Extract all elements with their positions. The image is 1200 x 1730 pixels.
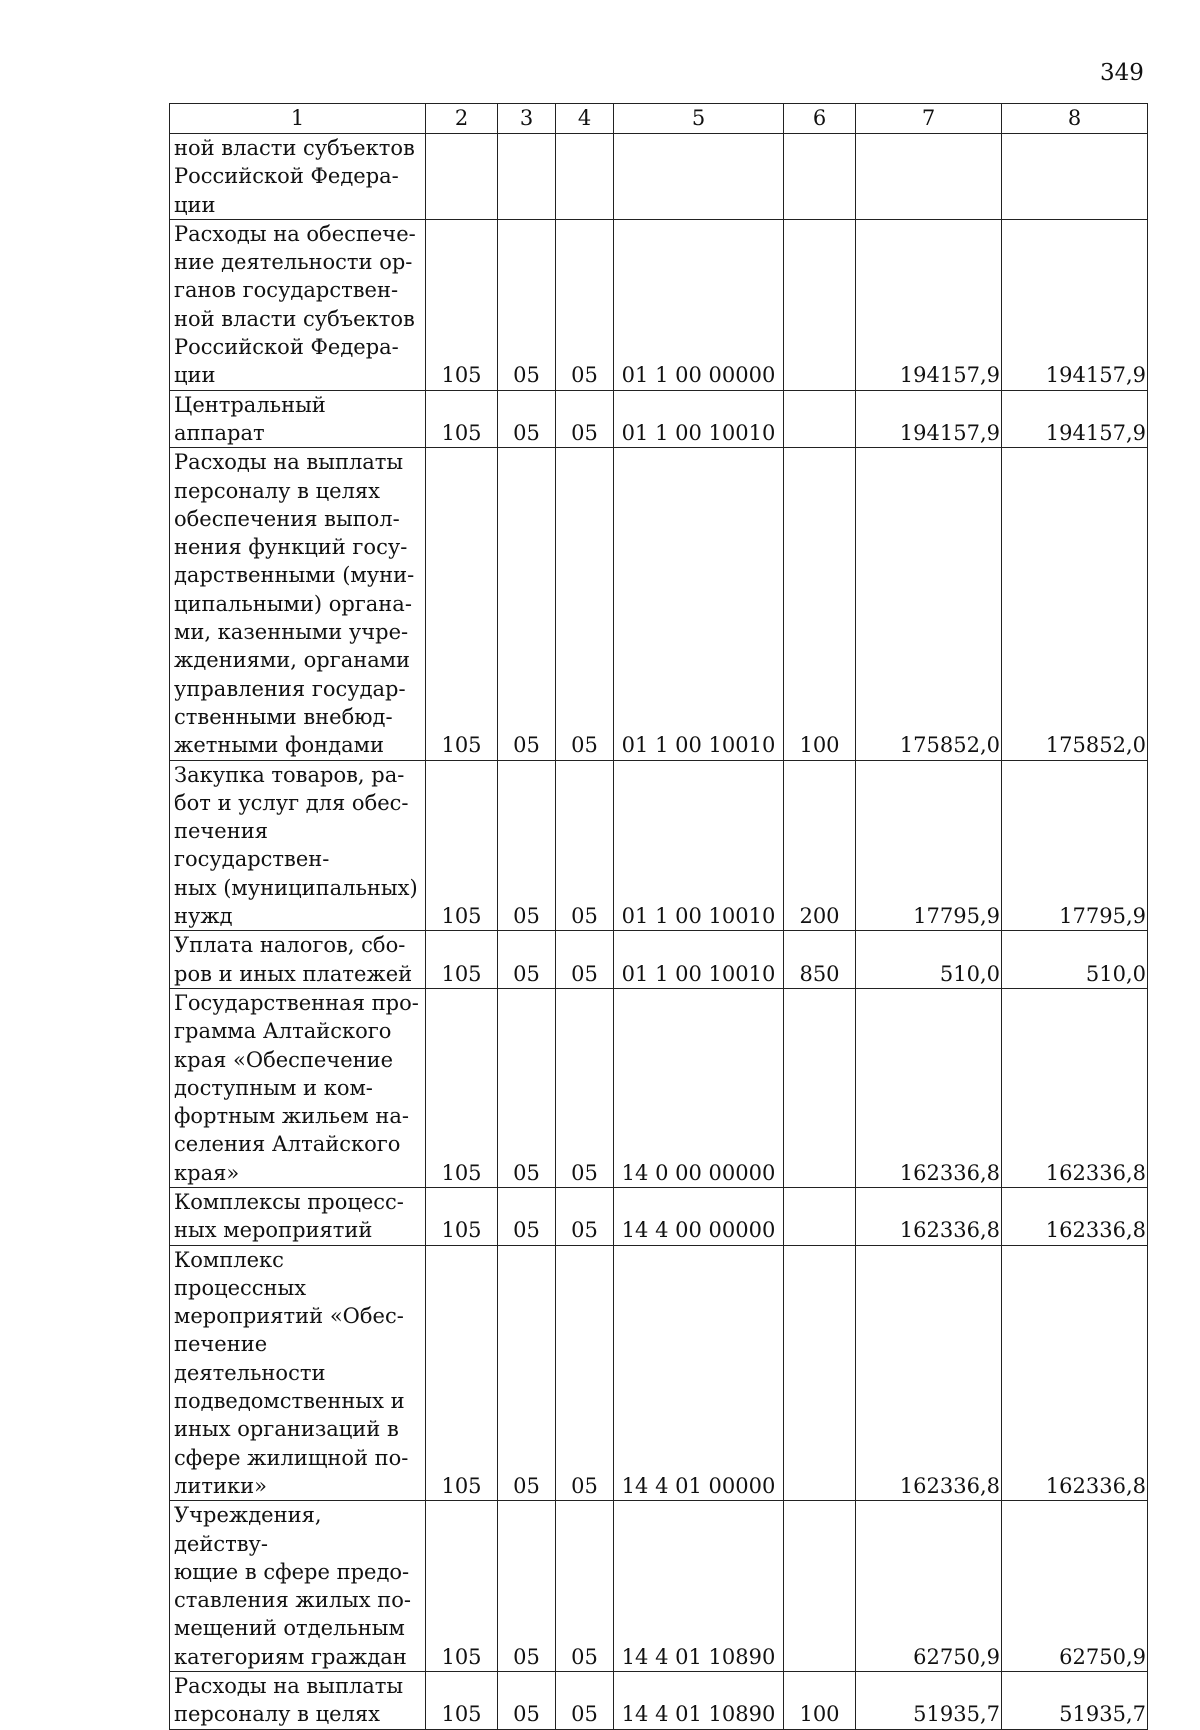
cell-amount-year-1: 194157,9 [856,219,1002,390]
table-row [170,1672,1148,1730]
item-name-line: обеспечения выпол- [174,506,400,531]
cell-section: 05 [498,760,556,931]
cell-section [498,134,556,220]
cell-section: 05 [498,1245,556,1501]
item-name-line: печение деятельности [174,1332,326,1385]
cell-ministry-code: 105 [426,931,498,989]
cell-target-item: 01 1 00 00000 [614,219,784,390]
cell-ministry-code: 105 [426,1672,498,1730]
cell-target-item: 14 0 00 00000 [614,988,784,1187]
item-name-line: печения государствен- [174,819,330,872]
header-cell: 1 [170,104,426,134]
header-cell: 7 [856,104,1002,134]
cell-amount-year-1: 510,0 [856,931,1002,989]
item-name-line: Расходы на выплаты [174,1674,404,1699]
cell-item-name [170,931,426,989]
table-row [170,219,1148,390]
cell-ministry-code: 105 [426,988,498,1187]
item-name-line: Расходы на обеспече- [174,221,416,246]
cell-amount-year-1 [856,134,1002,220]
table-row [170,988,1148,1187]
cell-amount-year-2: 62750,9 [1002,1501,1148,1672]
item-name-line: Расходы на выплаты [174,450,404,475]
cell-amount-year-2: 162336,8 [1002,1187,1148,1245]
cell-amount-year-1: 194157,9 [856,390,1002,448]
cell-expense-type: 200 [784,760,856,931]
item-name-line: Уплата налогов, сбо- [174,933,406,958]
item-name-line: доступным и ком- [174,1075,373,1100]
item-name-line: края «Обеспечение [174,1047,394,1072]
table-row [170,448,1148,760]
item-name-line: ции [174,363,216,388]
item-name-line: ждениями, органами [174,648,411,673]
cell-item-name [170,1245,426,1501]
table-row [170,931,1148,989]
cell-subsection [556,134,614,220]
cell-amount-year-1: 175852,0 [856,448,1002,760]
cell-expense-type [784,1245,856,1501]
cell-subsection: 05 [556,931,614,989]
cell-amount-year-2: 194157,9 [1002,390,1148,448]
cell-target-item: 01 1 00 10010 [614,760,784,931]
cell-subsection: 05 [556,1245,614,1501]
cell-amount-year-1: 62750,9 [856,1501,1002,1672]
cell-amount-year-2 [1002,134,1148,220]
cell-target-item: 14 4 01 10890 [614,1672,784,1730]
cell-subsection: 05 [556,760,614,931]
table-body [170,134,1148,1730]
item-name-line: сфере жилищной по- [174,1445,409,1470]
header-cell: 5 [614,104,784,134]
cell-target-item: 14 4 00 00000 [614,1187,784,1245]
item-name-line: Закупка товаров, ра- [174,762,405,787]
item-name-line: иных организаций в [174,1417,399,1442]
cell-amount-year-2: 51935,7 [1002,1672,1148,1730]
cell-subsection: 05 [556,448,614,760]
cell-item-name [170,760,426,931]
cell-ministry-code [426,134,498,220]
item-name-line: Учреждения, действу- [174,1503,322,1556]
item-name-line: Комплекс процессных [174,1247,307,1300]
header-cell: 4 [556,104,614,134]
item-name-line: управления государ- [174,676,406,701]
cell-expense-type [784,1187,856,1245]
item-name-line: Российской Федера- [174,164,399,189]
item-name-line: мещений отдельным [174,1616,405,1641]
table-row [170,1501,1148,1672]
page-number: 349 [1100,60,1144,86]
cell-amount-year-1: 162336,8 [856,1245,1002,1501]
cell-ministry-code: 105 [426,760,498,931]
item-name-line: ганов государствен- [174,278,399,303]
item-name-line: фортным жильем на- [174,1104,409,1129]
cell-target-item: 01 1 00 10010 [614,931,784,989]
item-name-line: Центральный аппарат [174,392,326,445]
cell-target-item: 14 4 01 00000 [614,1245,784,1501]
cell-amount-year-2: 194157,9 [1002,219,1148,390]
cell-subsection: 05 [556,1672,614,1730]
cell-ministry-code: 105 [426,390,498,448]
item-name-line: персоналу в целях [174,478,381,503]
cell-amount-year-2: 510,0 [1002,931,1148,989]
cell-subsection: 05 [556,1501,614,1672]
item-name-line: Российской Федера- [174,335,399,360]
cell-section: 05 [498,390,556,448]
item-name-line: ных (муниципальных) [174,875,418,900]
cell-section: 05 [498,988,556,1187]
item-name-line: ственными внебюд- [174,704,393,729]
cell-amount-year-2: 175852,0 [1002,448,1148,760]
item-name-line: ми, казенными учре- [174,620,409,645]
table-row [170,1187,1148,1245]
cell-amount-year-1: 162336,8 [856,988,1002,1187]
cell-ministry-code: 105 [426,448,498,760]
header-cell: 2 [426,104,498,134]
item-name-line: литики» [174,1473,267,1498]
item-name-line: Государственная про- [174,990,419,1015]
item-name-line: ной власти субъектов [174,306,415,331]
header-cell: 8 [1002,104,1148,134]
cell-item-name [170,1501,426,1672]
item-name-line: нения функций госу- [174,535,408,560]
item-name-line: дарственными (муни- [174,563,415,588]
cell-amount-year-2: 17795,9 [1002,760,1148,931]
cell-target-item: 01 1 00 10010 [614,390,784,448]
item-name-line: подведомственных и [174,1389,405,1414]
header-cell: 6 [784,104,856,134]
item-name-line: грамма Алтайского [174,1019,392,1044]
cell-target-item: 01 1 00 10010 [614,448,784,760]
cell-ministry-code: 105 [426,219,498,390]
cell-section: 05 [498,931,556,989]
cell-item-name [170,1187,426,1245]
cell-expense-type [784,390,856,448]
item-name-line: ставления жилых по- [174,1588,412,1613]
cell-item-name [170,988,426,1187]
table-row [170,390,1148,448]
cell-amount-year-1: 51935,7 [856,1672,1002,1730]
cell-expense-type [784,134,856,220]
item-name-line: ров и иных платежей [174,961,413,986]
cell-section: 05 [498,1672,556,1730]
cell-amount-year-1: 162336,8 [856,1187,1002,1245]
table-row [170,1245,1148,1501]
header-cell: 3 [498,104,556,134]
cell-expense-type [784,1501,856,1672]
cell-amount-year-1: 17795,9 [856,760,1002,931]
item-name-line: края» [174,1160,240,1185]
cell-item-name [170,448,426,760]
item-name-line: мероприятий «Обес- [174,1304,404,1329]
item-name-line: жетными фондами [174,733,384,758]
cell-expense-type: 100 [784,448,856,760]
item-name-line: ной власти субъектов [174,136,415,160]
item-name-line: ние деятельности ор- [174,250,413,275]
item-name-line: ющие в сфере предо- [174,1559,410,1584]
cell-subsection: 05 [556,988,614,1187]
table-row [170,760,1148,931]
cell-ministry-code: 105 [426,1187,498,1245]
cell-subsection: 05 [556,219,614,390]
cell-item-name [170,219,426,390]
cell-item-name [170,390,426,448]
item-name-line: ных мероприятий [174,1218,373,1243]
cell-section: 05 [498,1501,556,1672]
cell-subsection: 05 [556,390,614,448]
item-name-line: ции [174,192,216,217]
cell-amount-year-2: 162336,8 [1002,1245,1148,1501]
cell-expense-type: 850 [784,931,856,989]
header-row [170,104,1148,134]
item-name-line: бот и услуг для обес- [174,790,409,815]
item-name-line: селения Алтайского [174,1132,401,1157]
cell-section: 05 [498,448,556,760]
cell-ministry-code: 105 [426,1245,498,1501]
cell-target-item: 14 4 01 10890 [614,1501,784,1672]
table-row [170,134,1148,220]
cell-expense-type [784,219,856,390]
cell-amount-year-2: 162336,8 [1002,988,1148,1187]
item-name-line: нужд [174,904,233,929]
cell-expense-type [784,988,856,1187]
cell-section: 05 [498,1187,556,1245]
cell-expense-type: 100 [784,1672,856,1730]
item-name-line: ципальными) органа- [174,591,412,616]
item-name-line: Комплексы процесс- [174,1189,404,1214]
item-name-line: персоналу в целях [174,1702,381,1727]
cell-section: 05 [498,219,556,390]
cell-ministry-code: 105 [426,1501,498,1672]
cell-item-name [170,134,426,220]
cell-subsection: 05 [556,1187,614,1245]
cell-target-item [614,134,784,220]
budget-table [169,103,1148,1730]
cell-item-name [170,1672,426,1730]
item-name-line: категориям граждан [174,1644,407,1669]
